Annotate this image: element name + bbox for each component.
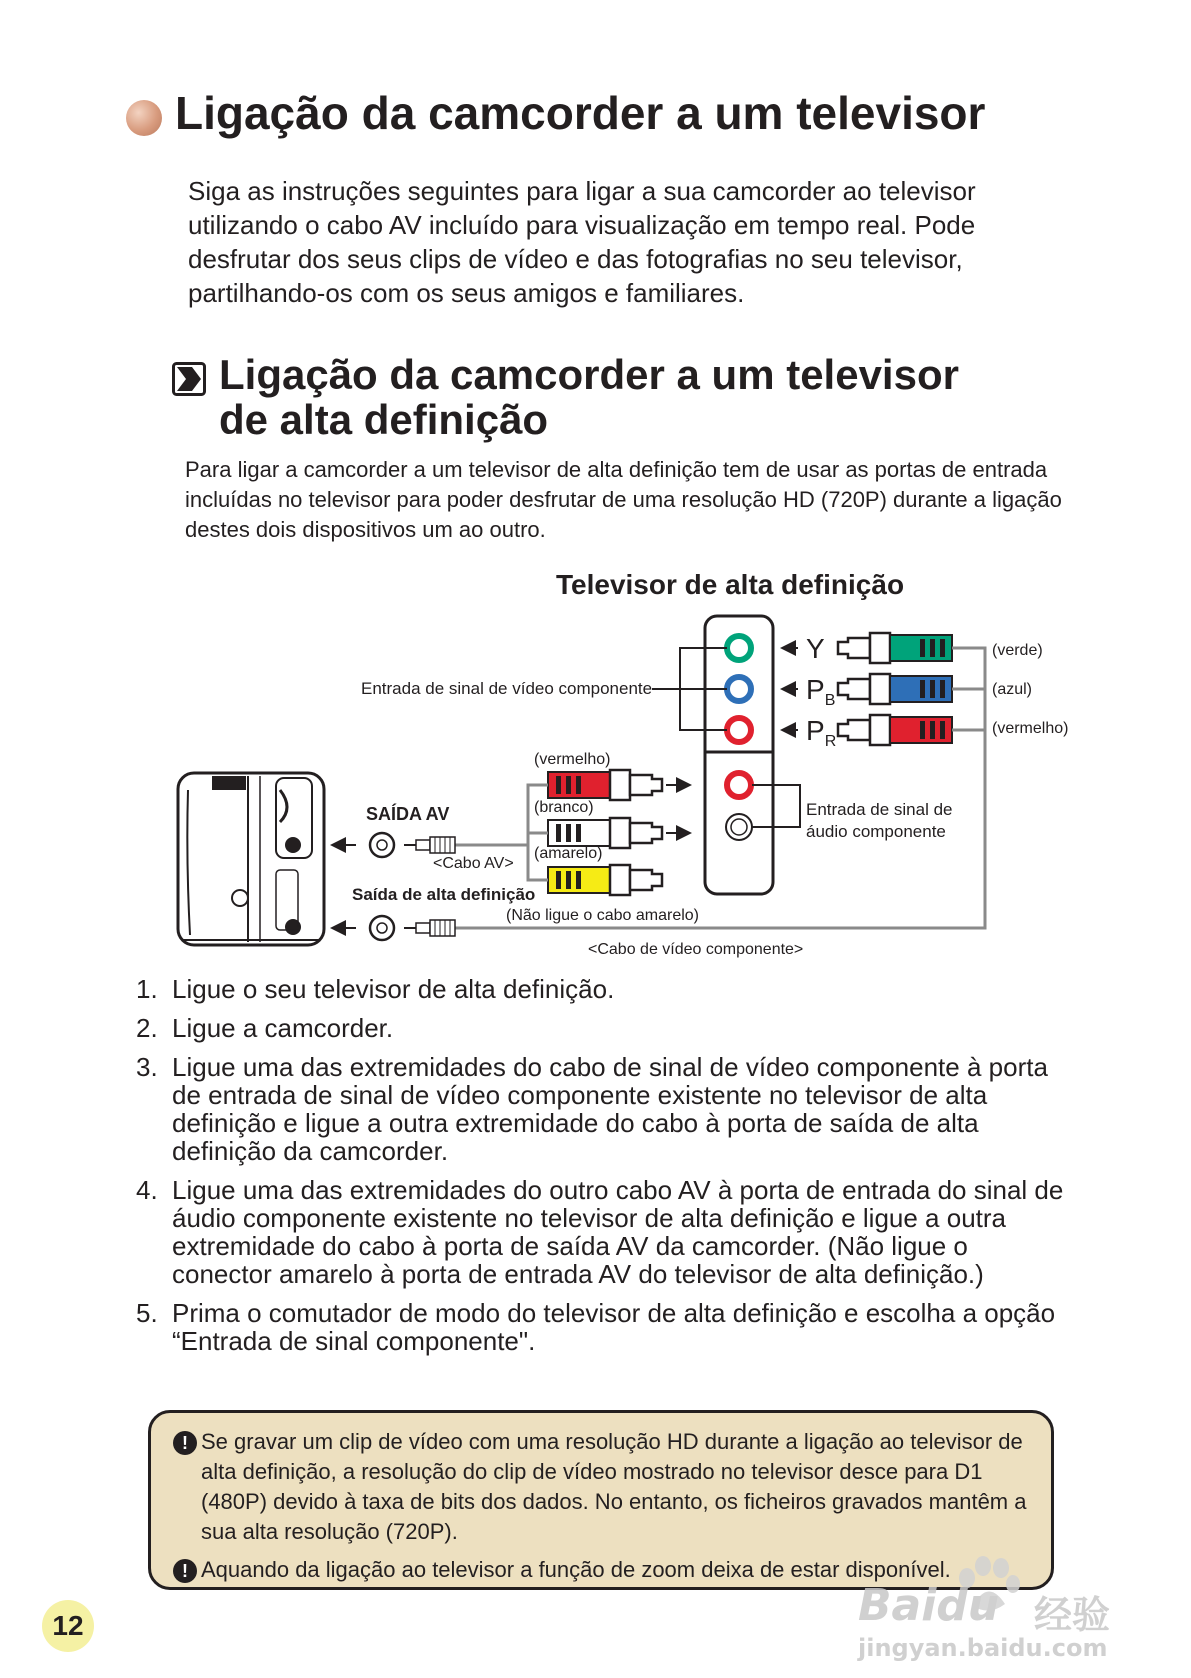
label-audio-in-line1: Entrada de sinal de [806, 800, 953, 819]
step-item [130, 1053, 1070, 1165]
section-heading-line1: Ligação da camcorder a um televisor [219, 351, 959, 398]
component-plug-green [838, 633, 952, 663]
step-text: Ligue uma das extremidades do outro cabo AV à porta de entrada do sinal de áudio componente existente no televisor de alta definição e ligue a outra extremidade do cabo à porta de saída AV da camcorder. (Não ligue o conector amarelo à porta de entrada AV do televisor de alta definição.) [172, 1175, 1064, 1289]
av-plug-yellow [548, 865, 662, 895]
step-number: 2. [136, 1013, 158, 1043]
label-no-yellow: (Não ligue o cabo amarelo) [506, 907, 699, 924]
section-heading [219, 352, 959, 442]
label-branco: (branco) [534, 799, 594, 816]
step-text: Ligue a camcorder. [172, 1013, 394, 1043]
label-pr-sub: R [824, 733, 837, 750]
step-item [130, 975, 1070, 1003]
step-number: 1. [136, 974, 158, 1004]
watermark-brand: Baidu [858, 1580, 1000, 1631]
step-text: Ligue o seu televisor de alta definição. [172, 974, 615, 1004]
title-bullet-icon [126, 100, 162, 136]
component-plug-blue [838, 674, 952, 704]
hd-mini-plug [404, 920, 455, 936]
av-plug-red [548, 770, 690, 800]
step-text: Prima o comutador de modo do televisor de alta definição e escolha a opção “Entrada de sinal componente". [172, 1298, 1056, 1356]
watermark-cn: 经验 [1034, 1593, 1111, 1637]
label-pb: P [806, 674, 825, 705]
av-plug-white [548, 818, 690, 848]
label-component-video-in: Entrada de sinal de vídeo componente [361, 679, 653, 698]
page-number: 12 [42, 1600, 94, 1652]
label-hd-out: Saída de alta definição [352, 885, 536, 904]
label-audio-in-line2: áudio componente [806, 822, 946, 841]
label-amarelo: (amarelo) [534, 845, 603, 862]
baidu-watermark [858, 1558, 1158, 1662]
label-av-cable: <Cabo AV> [433, 855, 514, 872]
note-text: Se gravar um clip de vídeo com uma resolução HD durante a ligação ao televisor de alta definição, a resolução do clip de vídeo mostrado no televisor desce para D1 (480P) devido à taxa de bits dos dados. No entanto, os ficheiros gravados mantêm a sua alta resolução (720P). [201, 1429, 1027, 1544]
tv-title: Televisor de alta definição [556, 569, 905, 600]
label-pb-sub: B [824, 692, 836, 709]
section-heading-line2: de alta definição [219, 396, 549, 443]
label-y: Y [806, 633, 825, 664]
tv-panel [705, 616, 773, 894]
svg-text:PB [806, 674, 835, 709]
exclamation-icon: ! [173, 1431, 197, 1455]
step-number: 5. [136, 1298, 158, 1328]
steps-list [130, 975, 1070, 1366]
exclamation-icon: ! [173, 1559, 197, 1583]
av-mini-plug [404, 837, 455, 853]
step-text: Ligue uma das extremidades do cabo de sinal de vídeo componente à porta de entrada de sinal de vídeo componente existente no televisor de alta definição e ligue a outra extremidade do cabo à porta de saída de alta definição da camcorder. [172, 1052, 1048, 1166]
step-number: 3. [136, 1052, 158, 1082]
step-item [130, 1014, 1070, 1042]
page-title: Ligação da camcorder a um televisor [175, 87, 986, 139]
port-pb-blue [727, 677, 751, 701]
label-vermelho-right: (vermelho) [992, 720, 1069, 737]
port-audio-red [727, 773, 751, 797]
section-arrow-icon [172, 362, 206, 396]
intro-paragraph: Siga as instruções seguintes para ligar a sua camcorder ao televisor utilizando o cabo AV incluído para visualização em tempo real. Pode desfrutar dos seus clips de vídeo e das fotografias no seu televisor, partilhando-os com os seus amigos e familiares. [188, 176, 976, 308]
label-azul: (azul) [992, 681, 1033, 698]
svg-text:PR [806, 715, 836, 750]
connection-diagram [0, 560, 1191, 970]
camcorder-illustration [178, 773, 324, 945]
step-item [130, 1299, 1070, 1355]
label-pr: P [806, 715, 825, 746]
label-av-out: SAÍDA AV [366, 804, 450, 824]
section-paragraph: Para ligar a camcorder a um televisor de alta definição tem de usar as portas de entrada incluídas no televisor para poder desfrutar de uma resolução HD (720P) durante a ligação destes dois dispositivos um ao outro. [185, 457, 1062, 542]
step-item [130, 1176, 1070, 1288]
note-text: Aquando da ligação ao televisor a função de zoom deixa de estar disponível. [201, 1557, 951, 1582]
label-vermelho: (vermelho) [534, 751, 611, 768]
watermark-url: jingyan.baidu.com [858, 1634, 1108, 1662]
label-component-cable: <Cabo de vídeo componente> [588, 941, 804, 958]
note-item [173, 1427, 1033, 1547]
step-number: 4. [136, 1175, 158, 1205]
port-pr-red [727, 718, 751, 742]
port-y-green [727, 636, 751, 660]
label-verde: (verde) [992, 642, 1043, 659]
component-plug-red [838, 715, 952, 745]
